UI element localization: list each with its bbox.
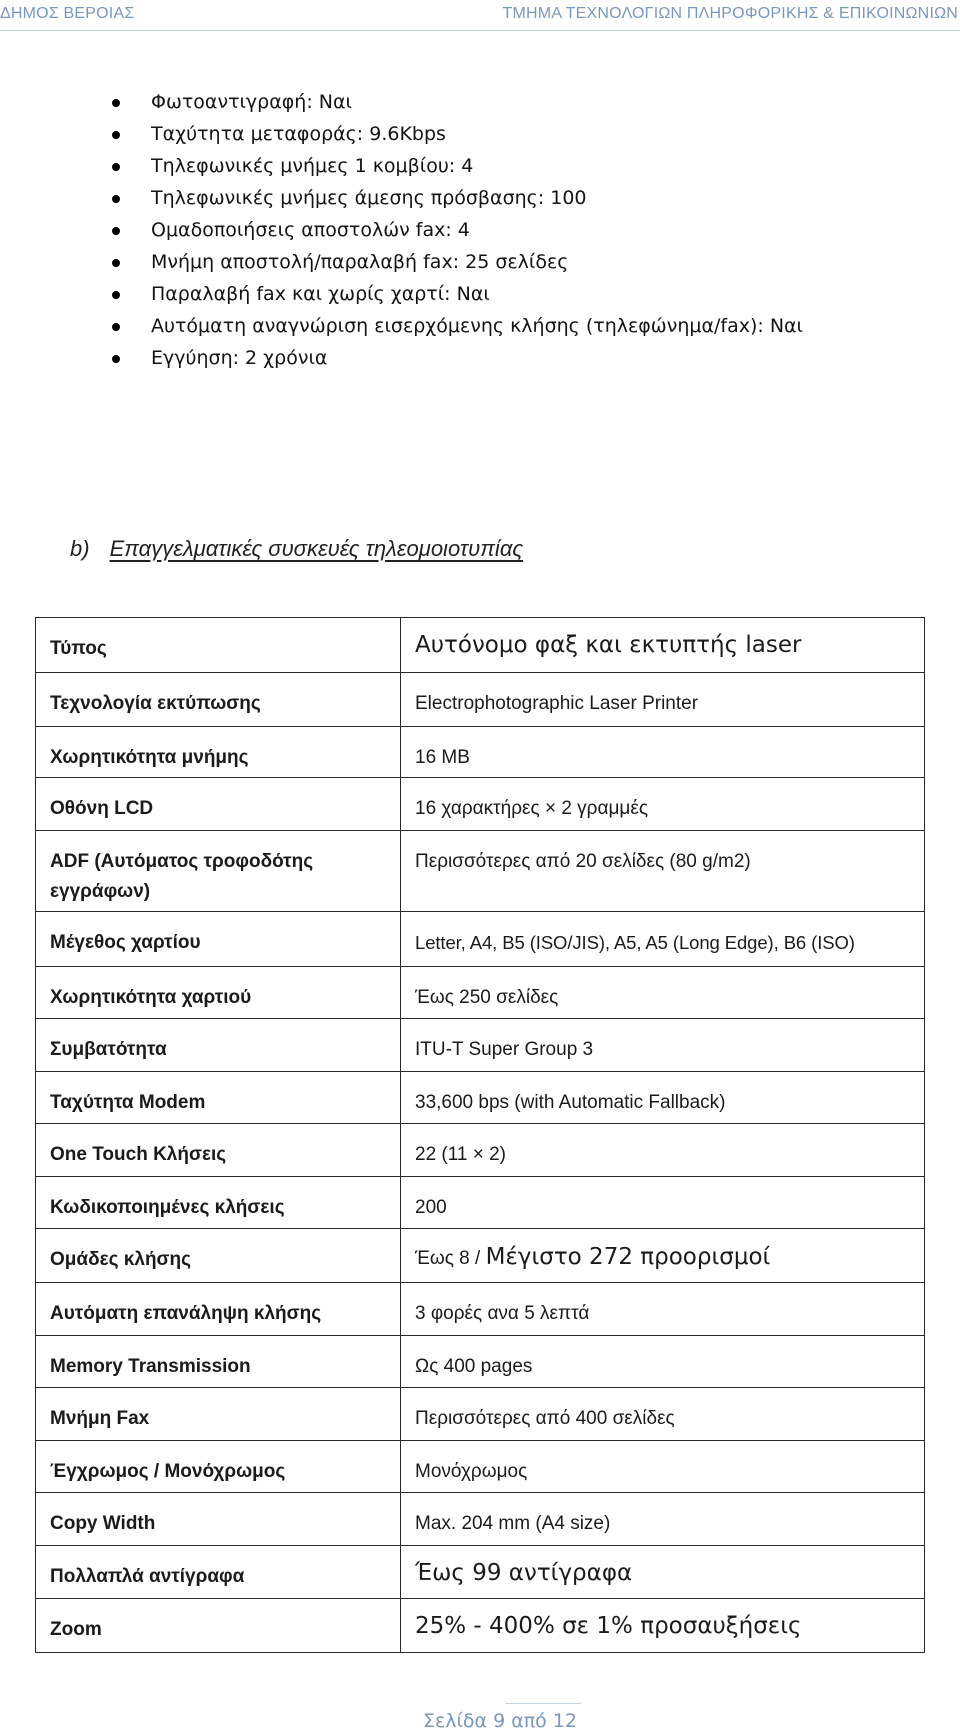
table-row: [36, 1124, 925, 1177]
spec-label: Copy Width: [36, 1493, 401, 1546]
spec-value: Electrophotographic Laser Printer: [401, 673, 925, 727]
spec-value: ITU-T Super Group 3: [401, 1019, 925, 1072]
spec-label: Συμβατότητα: [36, 1019, 401, 1072]
table-row: [36, 778, 925, 831]
list-item: [112, 315, 803, 347]
spec-label: Έγχρωμος / Μονόχρωμος: [36, 1441, 401, 1493]
table-row: [36, 1019, 925, 1072]
spec-label: Πολλαπλά αντίγραφα: [36, 1546, 401, 1599]
header-department: ΤΜΗΜΑ ΤΕΧΝΟΛΟΓΙΩΝ ΠΛΗΡΟΦΟΡΙΚΗΣ & ΕΠΙΚΟΙΝΩΝΙΩΝ: [502, 5, 958, 22]
bullet-icon: [112, 163, 120, 171]
table-row: [36, 831, 925, 912]
table-row: [36, 1388, 925, 1441]
spec-value: 22 (11 × 2): [401, 1124, 925, 1177]
spec-label: Χωρητικότητα μνήμης: [36, 727, 401, 778]
list-item-text: Μνήμη αποστολή/παραλαβή fax: 25 σελίδες: [151, 251, 569, 273]
list-item-text: Τηλεφωνικές μνήμες 1 κομβίου: 4: [151, 155, 474, 177]
spec-label: Μέγεθος χαρτίου: [36, 912, 401, 967]
spec-label: Τεχνολογία εκτύπωσης: [36, 673, 401, 727]
spec-label: Οθόνη LCD: [36, 778, 401, 831]
spec-label: ADF (Αυτόματος τροφοδότης εγγράφων): [36, 831, 401, 912]
spec-value: 33,600 bps (with Automatic Fallback): [401, 1072, 925, 1124]
spec-value: Περισσότερες από 20 σελίδες (80 g/m2): [401, 831, 925, 912]
bullet-icon: [112, 227, 120, 235]
spec-value-group: [401, 1229, 925, 1283]
spec-label: Αυτόματη επανάληψη κλήσης: [36, 1283, 401, 1336]
spec-value: Αυτόνομο φαξ και εκτυπτής laser: [401, 618, 925, 673]
fax-specs-table: [35, 617, 925, 1653]
list-item: [112, 91, 803, 123]
spec-label: Τύπος: [36, 618, 401, 673]
spec-value: Ως 400 pages: [401, 1336, 925, 1388]
fax-features-list: [112, 91, 803, 379]
list-item: [112, 283, 803, 315]
table-row: [36, 1493, 925, 1546]
table-row: [36, 618, 925, 673]
spec-value-prefix: Έως 8 /: [415, 1248, 481, 1269]
page-number: Σελίδα 9 από 12: [422, 1710, 578, 1732]
spec-value: 3 φορές ανα 5 λεπτά: [401, 1283, 925, 1336]
spec-label: Ταχύτητα Modem: [36, 1072, 401, 1124]
bullet-icon: [112, 99, 120, 107]
page-header: [0, 0, 960, 31]
spec-label: Μνήμη Fax: [36, 1388, 401, 1441]
section-title-text: Επαγγελματικές συσκευές τηλεομοιοτυπίας: [109, 536, 524, 561]
spec-value: Περισσότερες από 400 σελίδες: [401, 1388, 925, 1441]
table-row: [36, 727, 925, 778]
table-row: [36, 1072, 925, 1124]
list-item: [112, 251, 803, 283]
bullet-icon: [112, 195, 120, 203]
spec-label: Ομάδες κλήσης: [36, 1229, 401, 1283]
list-item-text: Φωτοαντιγραφή: Ναι: [151, 91, 352, 113]
list-item: [112, 155, 803, 187]
table-row: [36, 1283, 925, 1336]
table-row: [36, 1546, 925, 1599]
list-item: [112, 347, 803, 379]
spec-label: Memory Transmission: [36, 1336, 401, 1388]
section-letter: b): [70, 536, 90, 561]
table-row: [36, 1229, 925, 1283]
spec-value: Έως 99 αντίγραφα: [401, 1546, 925, 1599]
section-heading: [70, 536, 523, 562]
list-item-text: Τηλεφωνικές μνήμες άμεσης πρόσβασης: 100: [151, 187, 587, 209]
table-row: [36, 1441, 925, 1493]
list-item-text: Ομαδοποιήσεις αποστολών fax: 4: [151, 219, 470, 241]
spec-value: 200: [401, 1177, 925, 1229]
list-item-text: Παραλαβή fax και χωρίς χαρτί: Ναι: [151, 283, 490, 305]
list-item: [112, 123, 803, 155]
spec-value: 25% - 400% σε 1% προσαυξήσεις: [401, 1599, 925, 1653]
table-row: [36, 1336, 925, 1388]
spec-label: Zoom: [36, 1599, 401, 1653]
header-municipality: ΔΗΜΟΣ ΒΕΡΟΙΑΣ: [0, 5, 135, 22]
spec-value: Letter, A4, B5 (ISO/JIS), A5, A5 (Long Edge), B6 (ISO): [401, 912, 925, 967]
bullet-icon: [112, 131, 120, 139]
spec-value: Μέγιστο 272 προορισμοί: [485, 1244, 771, 1270]
spec-value: 16 MB: [401, 727, 925, 778]
spec-label: Κωδικοποιημένες κλήσεις: [36, 1177, 401, 1229]
table-row: [36, 967, 925, 1019]
list-item: [112, 219, 803, 251]
table-row: [36, 1599, 925, 1653]
table-row: [36, 673, 925, 727]
bullet-icon: [112, 323, 120, 331]
spec-value: Μονόχρωμος: [401, 1441, 925, 1493]
list-item: [112, 187, 803, 219]
footer-divider: [505, 1703, 581, 1704]
list-item-text: Εγγύηση: 2 χρόνια: [151, 347, 328, 369]
bullet-icon: [112, 291, 120, 299]
spec-value: Έως 250 σελίδες: [401, 967, 925, 1019]
spec-label: Χωρητικότητα χαρτιού: [36, 967, 401, 1019]
bullet-icon: [112, 355, 120, 363]
spec-value: 16 χαρακτήρες × 2 γραμμές: [401, 778, 925, 831]
list-item-text: Ταχύτητα μεταφοράς: 9.6Kbps: [151, 123, 446, 145]
table-row: [36, 912, 925, 967]
table-row: [36, 1177, 925, 1229]
spec-label: One Touch Κλήσεις: [36, 1124, 401, 1177]
spec-value: Max. 204 mm (A4 size): [401, 1493, 925, 1546]
bullet-icon: [112, 259, 120, 267]
list-item-text: Αυτόματη αναγνώριση εισερχόμενης κλήσης (τηλεφώνημα/fax): Ναι: [151, 315, 803, 337]
